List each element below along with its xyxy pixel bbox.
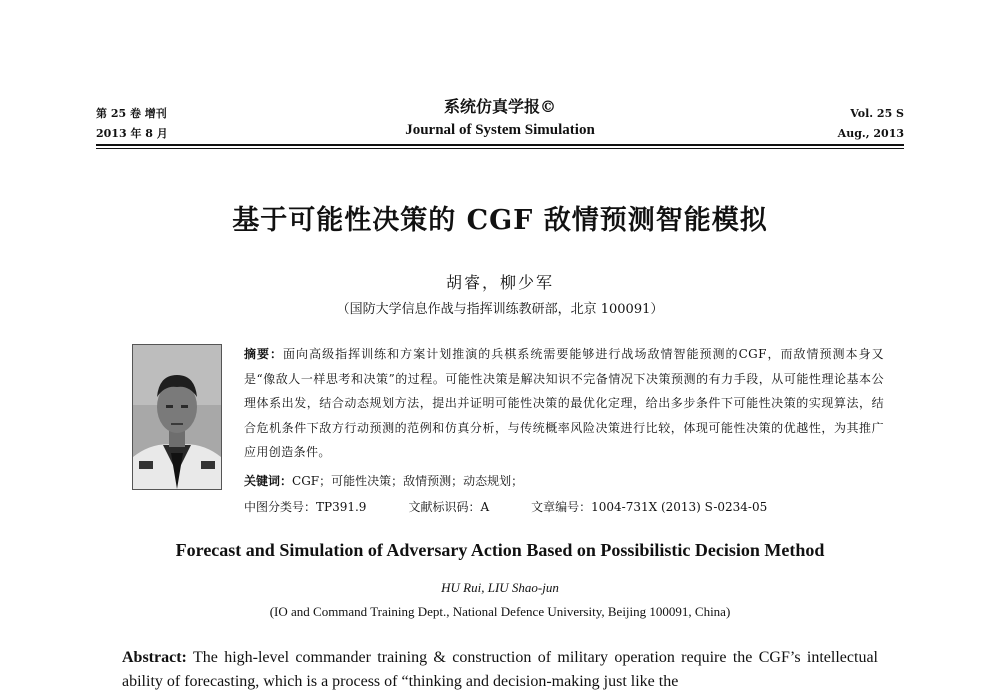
clc-number: 中图分类号：TP391.9 <box>244 500 367 514</box>
abstract-text-cn: 面向高级指挥训练和方案计划推演的兵棋系统需要能够进行战场敌情智能预测的CGF，而敌情预测本身又是“像敌人一样思考和决策”的过程。可能性决策是解决知识不完备情况下决策预测的有力手段，从可能性理论基本公理体系出发，结合动态规划方法，提出并证明可能性决策的最优化定理，给出多步条件下可能性决策的实现算法，结合危机条件下敌方行动预测的范例和仿真分析，与传统概率风险决策进行比较，体现可能性决策的优越性，为其推广应用创造条件。 <box>244 347 884 459</box>
journal-title-en: Journal of System Simulation <box>405 122 595 138</box>
authors-en: HU Rui, LIU Shao-jun <box>441 580 559 595</box>
authors-cn: 胡睿，柳少军 <box>445 273 554 292</box>
document-code: 文献标识码：A <box>408 500 490 514</box>
volume-line-en: Vol. 25 S <box>850 107 904 120</box>
abstract-text-en: The high-level commander training & construction of military operation require the CGF’s intellectual ability of forecasting, which is a process of “thinking and decision-making just like the <box>122 649 878 690</box>
header-rule-thin <box>96 148 904 149</box>
journal-volume-en <box>838 104 904 144</box>
date-line-en: Aug., 2013 <box>837 127 904 140</box>
journal-title-cn: 系统仿真学报© <box>443 97 556 116</box>
abstract-label-en: Abstract: <box>122 649 187 666</box>
article-number: 文章编号：1004-731X (2013) S-0234-05 <box>531 500 768 514</box>
affiliation-cn: （国防大学信息作战与指挥训练教研部，北京 100091） <box>336 302 664 317</box>
author-photo <box>132 344 222 490</box>
header-rule-thick <box>96 144 904 146</box>
keywords-label-cn: 关键词： <box>244 474 293 488</box>
keywords-cn <box>244 469 884 493</box>
abstract-label-cn: 摘要： <box>244 347 284 361</box>
paper-title-en: Forecast and Simulation of Adversary Action Based on Possibilistic Decision Method <box>175 540 825 560</box>
date-line: 2013 年 8 月 <box>96 127 168 140</box>
volume-line: 第 25 卷 增刊 <box>96 107 167 120</box>
classification-line <box>244 496 767 518</box>
paper-title-cn: 基于可能性决策的 CGF 敌情预测智能模拟 <box>232 205 768 236</box>
affiliation-en: (IO and Command Training Dept., National Defence University, Beijing 100091, China) <box>269 604 731 619</box>
abstract-cn <box>244 342 884 465</box>
author-photo-image <box>133 345 221 489</box>
keywords-text-cn: CGF；可能性决策；敌情预测；动态规划； <box>292 474 524 488</box>
